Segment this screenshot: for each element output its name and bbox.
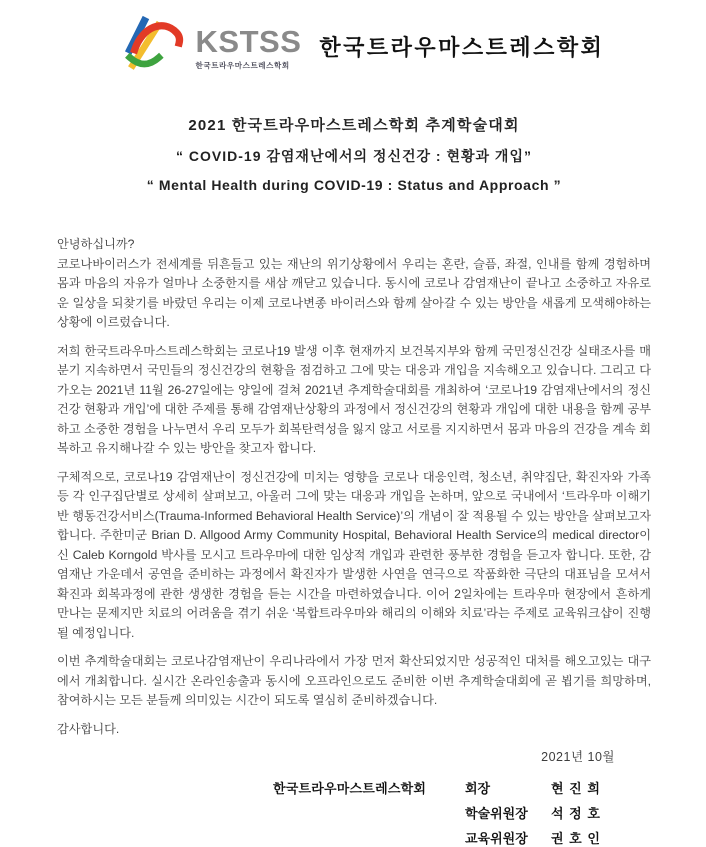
body-paragraph-4: 이번 추계학술대회는 코로나감염재난이 우리나라에서 가장 먼저 확산되었지만 성공적인 대처를 해오고있는 대구에서 개최합니다. 실시간 온라인송출과 동시에 오프라인으로도 준비한 이번 추계학술대회에 곧 뵙기를 희망하며, 참여하시는 모든 분들께 의미있는 시간이 되도록 열심히 준비하겠습니다. (57, 654, 651, 707)
logo-acronym: KSTSS (195, 24, 302, 59)
body-paragraph-1: 코로나바이러스가 전세계를 뒤흔들고 있는 재난의 위기상황에서 우리는 혼란, 슬픔, 좌절, 인내를 함께 경험하며 몸과 마음의 자유가 얼마나 소중한지를 새삼 깨닫고 있습니다. 동시에 코로나 감염재난이 끝나고 소중하고 자유로운 일상을 되찾기를 바랐던 우리는 이제 코로나변종 바이러스와 함께 살아갈 수 있는 방안을 새롭게 모색해야하는 상황에 이르렀습니다. (57, 256, 651, 329)
conference-subtitle-korean: “ COVID-19 감염재난에서의 정신건강 : 현황과 개입” (176, 148, 532, 164)
closing-line: 감사합니다. (57, 721, 120, 736)
date-signature-zone (57, 747, 651, 847)
logo-text-block (196, 26, 302, 71)
signature-row (273, 803, 615, 822)
body-paragraph-3: 구체적으로, 코로나19 감염재난이 정신건강에 미치는 영향을 코로나 대응인력, 청소년, 취약집단, 확진자와 가족 등 각 인구집단별로 상세히 살펴보고, 아울러 그에 맞는 대응과 개입을 논하며, 앞으로 국내에서 ‘트라우마 이해기반 행동건강서비스(Trauma-Informed Behavioral Health Service)’의 개념이 잘 적용될 수 있는 방안을 살펴보고자 합니다. 주한미군 Brian D. Allgood Army Community Hospital, Behavioral Health Service의 medical director이신 Caleb Korngold 박사를 모시고 트라우마에 대한 임상적 개입과 관련한 풍부한 경험을 듣고자 합니다. 또한, 감염재난 가운데서 공연을 준비하는 과정에서 확진자가 발생한 사연을 연극으로 작품화한 극단의 대표님을 모셔서 확진과 회복과정에 관한 생생한 경험을 듣는 시간을 마련하였습니다. 이어 2일차에는 트라우마 현장에서 흔하게 만나는 문제지만 치료의 어려움을 겪기 쉬운 ‘복합트라우마와 해리의 이해와 치료’라는 주제로 교육워크샵이 진행될 예정입니다. (57, 469, 651, 640)
signature-name-education-chair: 권 호 인 (551, 831, 601, 846)
signature-block (57, 778, 615, 847)
signature-title-president: 회장 (465, 781, 491, 796)
signature-organization: 한국트라우마스트레스학회 (273, 781, 427, 796)
signature-title-academic-chair: 학술위원장 (465, 806, 528, 821)
signature-row (273, 778, 615, 797)
conference-subtitle-english: “ Mental Health during COVID-19 : Status and Approach ” (146, 177, 562, 193)
conference-title-block (57, 114, 651, 193)
greeting-line: 안녕하십니까? (57, 237, 135, 251)
organization-name: 한국트라우마스트레스학회 (319, 35, 605, 60)
signature-title-education-chair: 교육위원장 (465, 831, 528, 846)
logo-subtext: 한국트라우마스트레스학회 (195, 61, 290, 70)
body-paragraph-2: 저희 한국트라우마스트레스학회는 코로나19 발생 이후 현재까지 보건복지부와 함께 국민정신건강 실태조사를 매 분기 지속하면서 국민들의 정신건강의 현황을 점검하고 그에 맞는 대응과 개입을 지속해오고 있습니다. 그리고 다가오는 2021년 11월 26-27일에는 양일에 걸쳐 2021년 추계학술대회를 개최하여 ‘코로나19 감염재난에서의 정신건강 현황과 개입’에 대한 주제를 통해 감염재난상황의 과정에서 정신건강의 현황과 개입에 대한 내용을 함께 공부하고 소중한 경험을 나누면서 우리 모두가 회복탄력성을 잃지 않고 서로를 지지하면서 몸과 마음의 건강을 계속 회복하고 유지해나갈 수 있는 방안을 찾고자 합니다. (57, 343, 651, 455)
signature-name-president: 현 진 희 (551, 781, 601, 796)
signature-row (273, 828, 615, 847)
conference-title-korean: 2021 한국트라우마스트레스학회 추계학술대회 (188, 117, 520, 134)
letter-date: 2021년 10월 (541, 750, 615, 764)
letter-body (57, 235, 651, 739)
logo-header (75, 14, 651, 78)
signature-name-academic-chair: 석 정 호 (551, 806, 601, 821)
kstss-logo-icon (122, 14, 186, 72)
